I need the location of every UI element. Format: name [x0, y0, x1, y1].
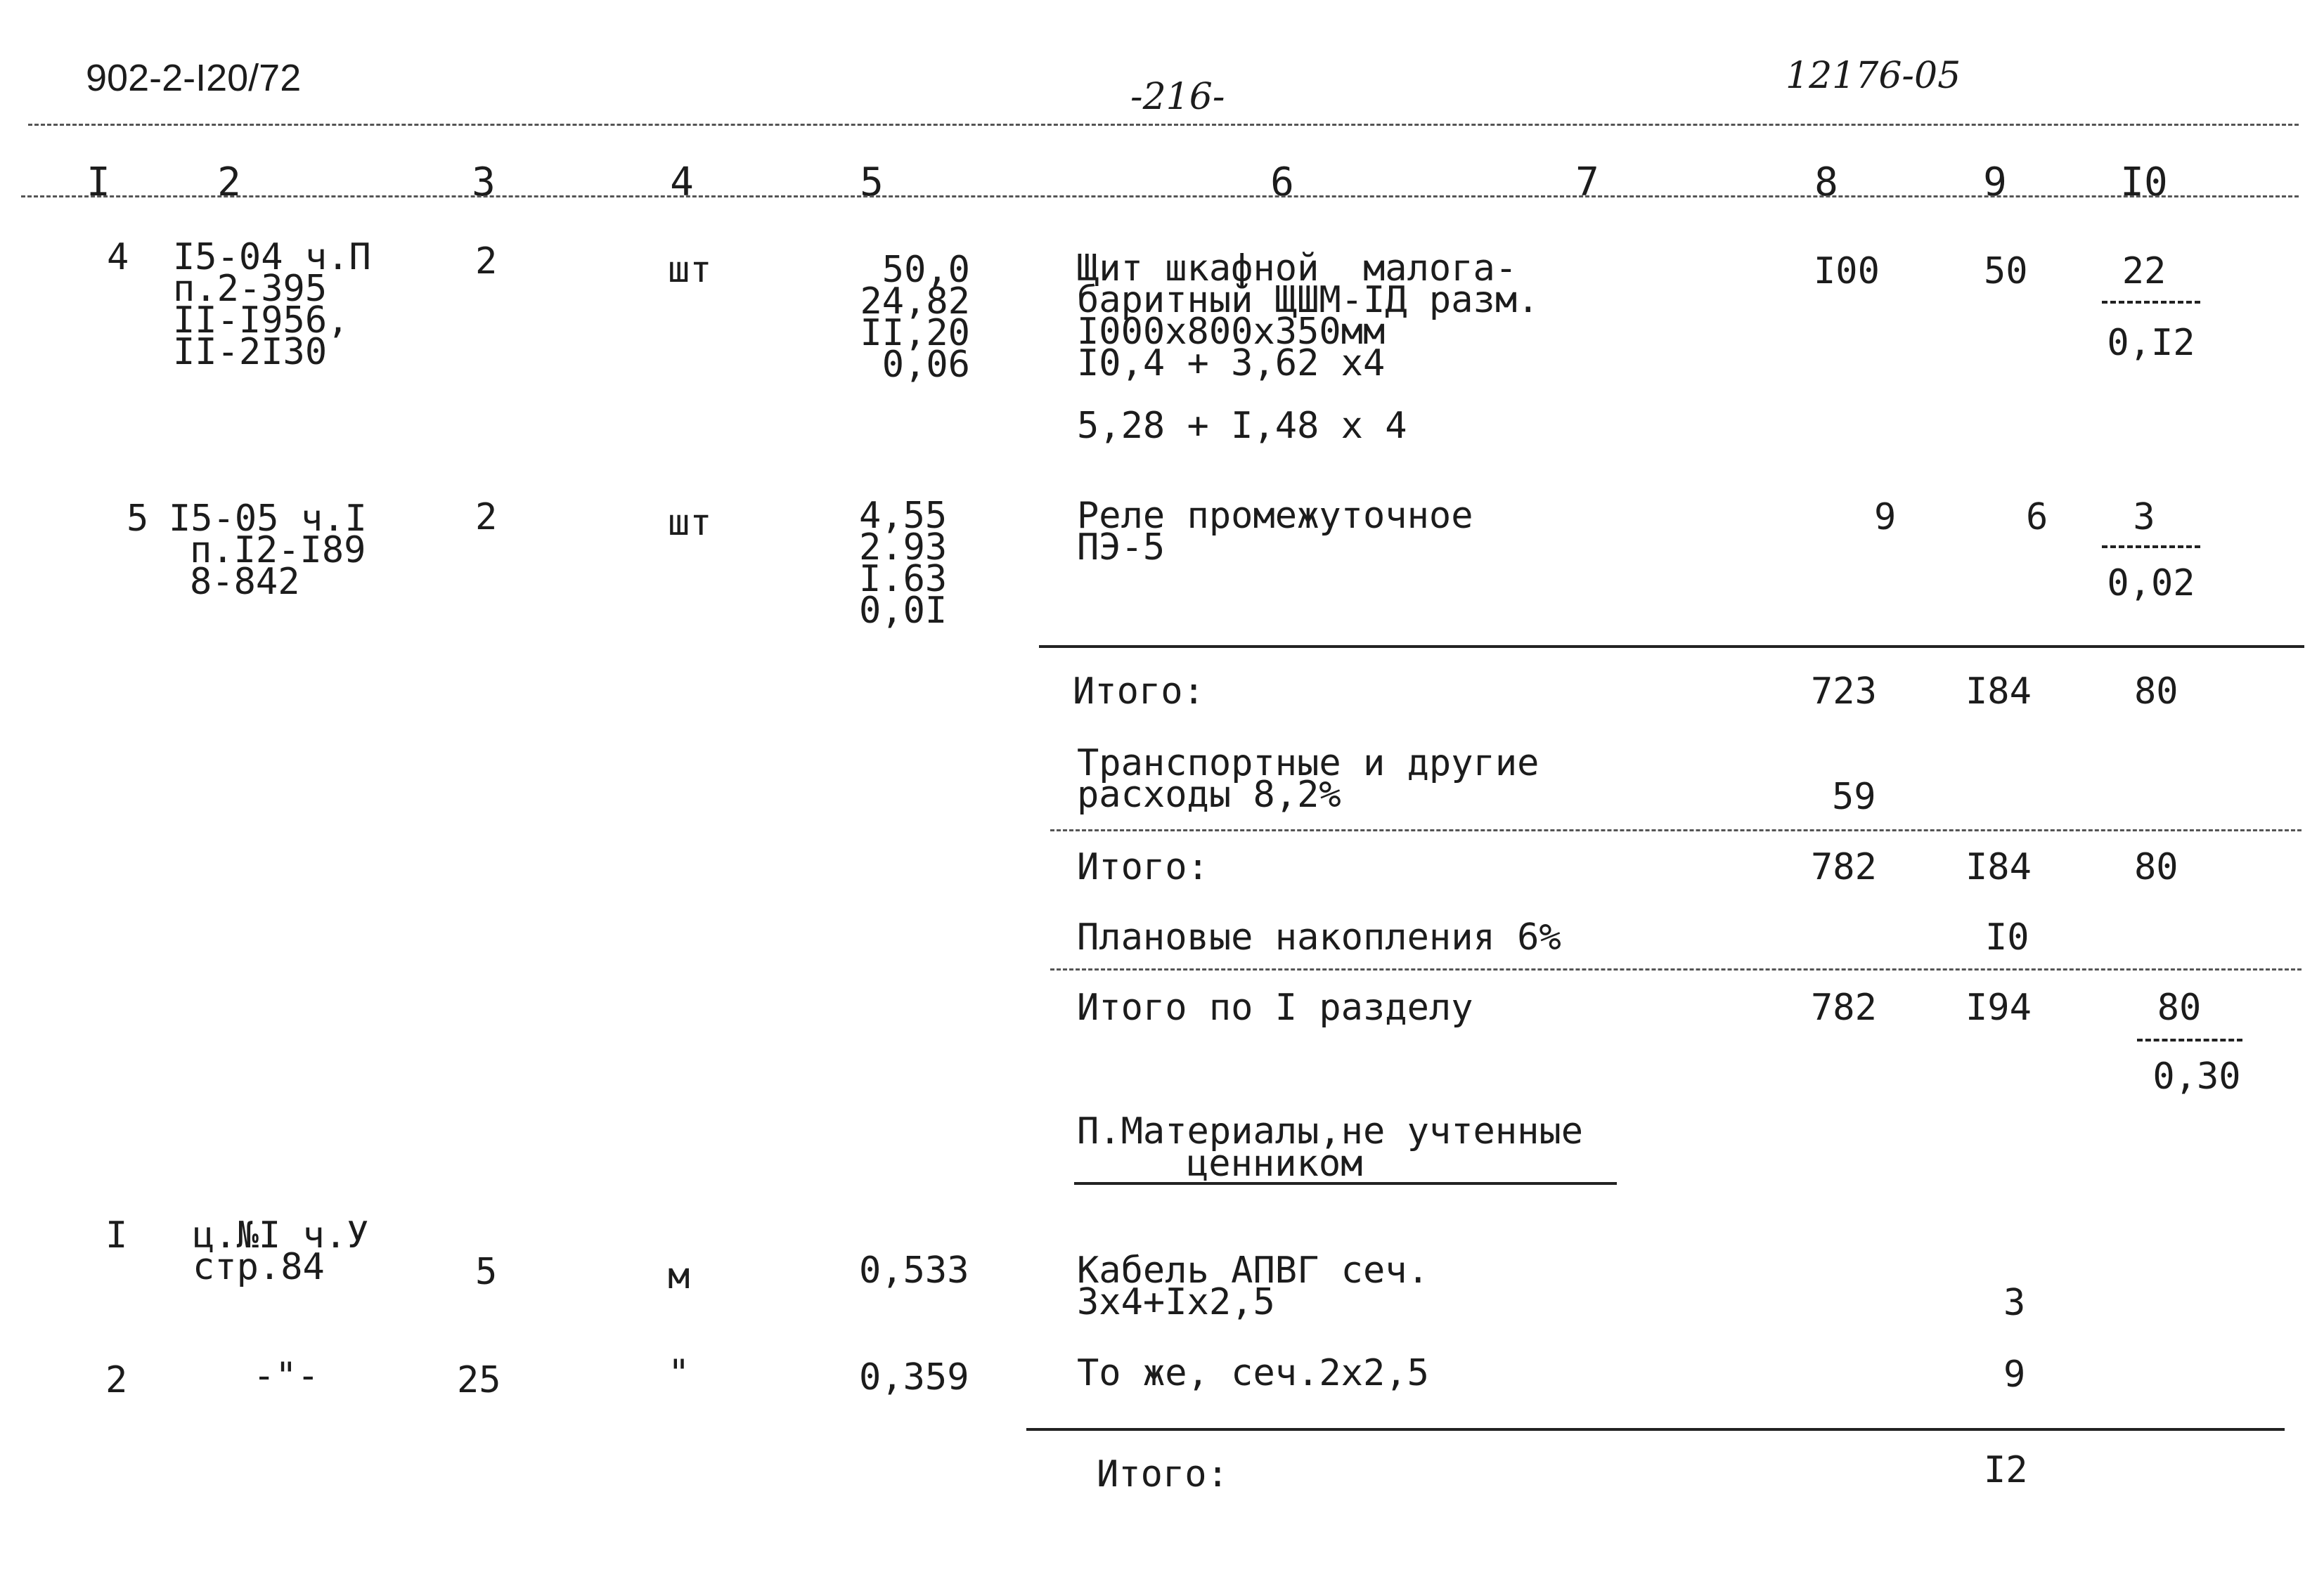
calc-note: 5,28 + I,48 x 4	[1077, 405, 1407, 447]
item-name: Реле промежуточное	[1077, 495, 1473, 537]
quantity: 25	[457, 1359, 501, 1401]
fraction-bar	[2102, 301, 2200, 304]
total-label: Итого:	[1073, 670, 1205, 713]
col9-value: 50	[1984, 250, 2028, 292]
norm-reference: II-2I30	[173, 331, 328, 373]
unit-rate: 50,0	[882, 249, 970, 291]
total-label: Транспортные и другие расходы 8,2%	[1077, 742, 1539, 816]
col8-value: 782	[1811, 846, 1877, 888]
total-label: Плановые накопления 6%	[1077, 916, 1561, 959]
norm-reference: стр.84	[193, 1246, 325, 1288]
subtotal-rule	[1039, 645, 2304, 648]
column-number: I	[86, 160, 110, 205]
item-name: Кабель АПВГ сеч. 3x4+Ix2,5	[1077, 1250, 1429, 1323]
total-label: Итого по I разделу	[1077, 987, 1473, 1029]
col9-value: 3	[2003, 1282, 2026, 1324]
col9-value: I84	[1965, 670, 2032, 713]
column-header-rule	[21, 195, 2299, 197]
item-name: То же, сеч.2x2,5	[1077, 1352, 1429, 1394]
item-name: I000x800x350мм	[1077, 311, 1386, 353]
norm-reference: п.I2-I89	[190, 529, 366, 571]
col8-value: 9	[1874, 496, 1897, 538]
item-name: баритный ЩШМ-IД разм.	[1077, 279, 1539, 321]
col9-value: I94	[1965, 987, 2032, 1029]
unit-rate: 4,55	[859, 495, 948, 537]
norm-reference: II-I956,	[173, 299, 349, 342]
quantity: 2	[475, 240, 498, 283]
header-rule	[28, 124, 2299, 126]
col9-value: 9	[2003, 1354, 2026, 1396]
section-title-underline	[1074, 1182, 1617, 1185]
column-number: 9	[1983, 160, 2007, 205]
row-number: 2	[105, 1359, 128, 1401]
column-number: I0	[2120, 160, 2168, 205]
section-total-rule	[1026, 1428, 2285, 1431]
col9-value: 6	[2026, 496, 2048, 538]
quantity: 5	[475, 1251, 498, 1293]
col9-value: I2	[1984, 1449, 2028, 1491]
column-number: 2	[217, 160, 241, 205]
item-name: Щит шкафной малога-	[1077, 247, 1518, 290]
fraction-bar	[2137, 1039, 2242, 1041]
column-number: 6	[1270, 160, 1294, 205]
unit-rate: 0,06	[882, 344, 970, 386]
col10-denominator: 0,30	[2152, 1056, 2241, 1098]
norm-reference: I5-05 ч.I	[169, 498, 367, 540]
norm-reference: I5-04 ч.П	[173, 236, 371, 278]
col8-value: I00	[1814, 250, 1880, 292]
unit-price: 0,533	[859, 1250, 969, 1292]
unit-rate: 0,0I	[859, 590, 948, 632]
norm-reference: ц.№I ч.У	[193, 1214, 369, 1257]
section-title: ценником	[1187, 1143, 1363, 1185]
total-label: Итого:	[1097, 1453, 1229, 1495]
row-number: I	[105, 1214, 128, 1257]
unit: "	[668, 1352, 690, 1394]
page-number: -216-	[1130, 76, 1225, 118]
fraction-bar	[2102, 545, 2200, 548]
unit-price: 0,359	[859, 1356, 969, 1398]
document-code: 902-2-I20/72	[86, 57, 302, 99]
norm-reference: 8-842	[190, 561, 300, 603]
total-rule	[1050, 968, 2302, 971]
column-number: 7	[1575, 160, 1599, 205]
col10-numerator: 80	[2157, 987, 2202, 1029]
col8-value: 723	[1811, 670, 1877, 713]
quantity: 2	[475, 496, 498, 538]
unit: м	[668, 1255, 690, 1297]
unit-rate: II,20	[860, 312, 970, 354]
section-title: П.Материалы,не учтенные	[1077, 1110, 1584, 1153]
item-name: ПЭ-5	[1077, 526, 1166, 569]
col9-value: I84	[1965, 846, 2032, 888]
column-number: 5	[860, 160, 884, 205]
norm-reference: п.2-395	[173, 268, 328, 310]
col10-denominator: 0,02	[2107, 562, 2195, 604]
unit-rate: 2.93	[859, 526, 948, 569]
total-rule	[1050, 829, 2302, 831]
archive-number: 12176-05	[1786, 55, 1961, 97]
col10-numerator: 22	[2122, 250, 2167, 292]
col10-value: 80	[2134, 846, 2178, 888]
col8-value: 59	[1832, 776, 1876, 818]
row-number: 4	[107, 236, 129, 278]
col10-denominator: 0,I2	[2107, 322, 2195, 364]
col10-numerator: 3	[2133, 496, 2155, 538]
col10-value: 80	[2134, 670, 2178, 713]
unit: шт	[668, 502, 712, 544]
unit: шт	[668, 249, 712, 291]
col8-value: 782	[1811, 987, 1877, 1029]
norm-reference: -"-	[253, 1355, 319, 1397]
row-number: 5	[127, 498, 149, 540]
column-number: 8	[1814, 160, 1838, 205]
column-number: 4	[670, 160, 694, 205]
column-number: 3	[472, 160, 496, 205]
unit-rate: 24,82	[860, 280, 970, 323]
col9-value: I0	[1985, 916, 2029, 959]
item-name: I0,4 + 3,62 x4	[1077, 342, 1386, 384]
total-label: Итого:	[1077, 846, 1209, 888]
unit-rate: I.63	[859, 558, 948, 600]
